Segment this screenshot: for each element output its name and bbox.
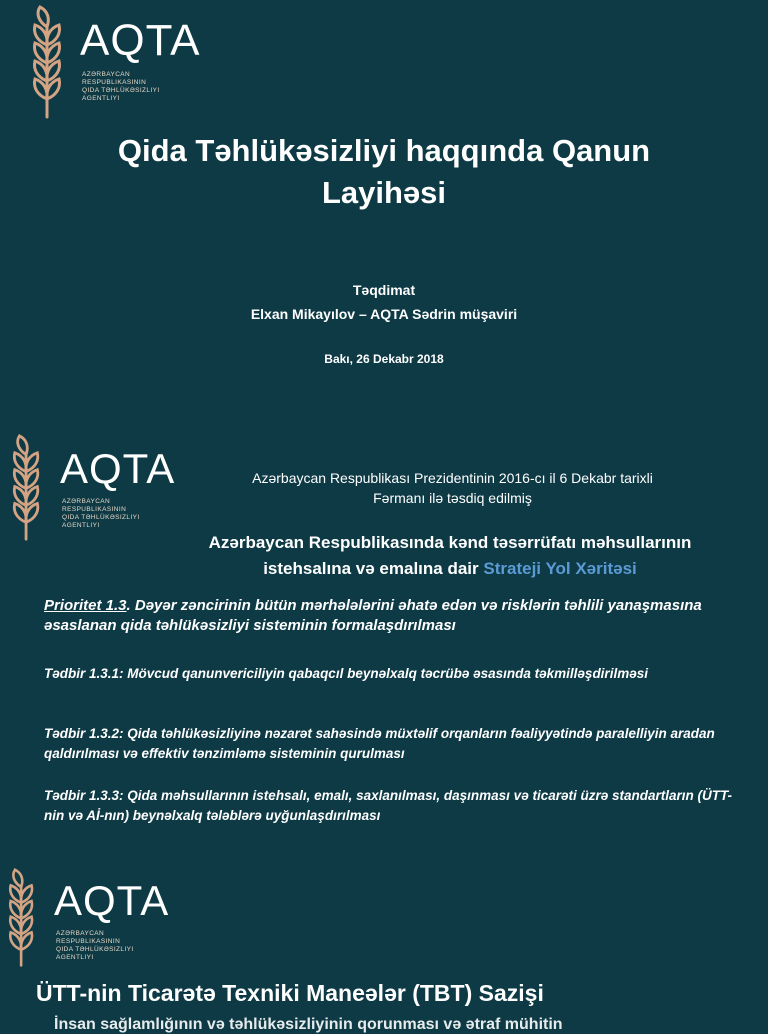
logo-subtitle bbox=[82, 71, 160, 103]
measure-item: Tədbir 1.3.1: Mövcud qanunvericiliyin qabaqcıl beynəlxalq təcrübə əsasında təkmilləşdirilməsi bbox=[44, 666, 648, 681]
strategy-line: Azərbaycan Respublikasında kənd təsərrüfatı məhsullarının bbox=[208, 533, 692, 552]
logo-sub-line: QIDA TƏHLÜKƏSIZLIYI bbox=[82, 87, 160, 94]
measure-item: Tədbir 1.3.2: Qida təhlükəsizliyinə nəzarət sahəsində müxtəlif orqanların fəaliyyətində paralelliyin aradan qaldırılması və effektiv tənzimləmə sisteminin qurulması bbox=[44, 726, 715, 761]
tbt-title: ÜTT-nin Ticarətə Texniki Maneələr (TBT) Sazişi bbox=[36, 980, 544, 1006]
strategy-line bbox=[160, 556, 740, 582]
wheat-icon bbox=[4, 868, 40, 968]
logo-subtitle bbox=[62, 498, 140, 530]
logo-subtitle bbox=[56, 930, 134, 962]
logo-sub-line: AZƏRBAYCAN bbox=[56, 930, 105, 937]
slide-title bbox=[0, 0, 768, 420]
logo-brand: AQTA bbox=[60, 445, 176, 492]
presentation-label: Təqdimat bbox=[352, 282, 416, 298]
author-line: Elxan Mikayılov – AQTA Sədrin müşaviri bbox=[250, 306, 518, 322]
wheat-icon bbox=[28, 5, 68, 120]
slide-title-heading bbox=[0, 130, 768, 214]
priority-text: . Dəyər zəncirinin bütün mərhələlərini əhatə edən və risklərin təhlili yanaşmasına əsaslanan qida təhlükəsizliyi sisteminin formalaşdırılması bbox=[44, 597, 702, 634]
logo-sub-line: QIDA TƏHLÜKƏSIZLIYI bbox=[62, 514, 140, 521]
slide-tbt bbox=[0, 850, 768, 1033]
tbt-partial-text: İnsan sağlamlığının və təhlükəsizliyinin qorunması və ətraf mühitin bbox=[54, 1016, 563, 1033]
logo-sub-line: AZƏRBAYCAN bbox=[62, 498, 111, 505]
decree-text bbox=[200, 468, 705, 508]
logo-sub-line: RESPUBLIKASININ bbox=[56, 938, 121, 945]
logo-sub-line: RESPUBLIKASININ bbox=[82, 79, 147, 86]
slide-strategy bbox=[0, 420, 768, 850]
decree-line: Azərbaycan Respublikası Prezidentinin 2016-cı il 6 Dekabr tarixli bbox=[252, 470, 653, 486]
wheat-icon bbox=[8, 434, 46, 542]
priority-paragraph bbox=[44, 596, 734, 636]
logo-sub-line: AGENTLIYI bbox=[82, 95, 120, 102]
aqta-logo bbox=[4, 868, 174, 968]
logo-sub-line: AZƏRBAYCAN bbox=[82, 71, 131, 78]
strategy-highlight: Strateji Yol Xəritəsi bbox=[483, 559, 637, 578]
title-line: Layihəsi bbox=[321, 175, 447, 210]
priority-label: Prioritet 1.3 bbox=[44, 597, 127, 614]
logo-brand: AQTA bbox=[54, 877, 170, 924]
strategy-heading bbox=[160, 530, 740, 582]
logo-sub-line: AGENTLIYI bbox=[62, 522, 100, 529]
logo-sub-line: AGENTLIYI bbox=[56, 954, 94, 961]
logo-sub-line: RESPUBLIKASININ bbox=[62, 506, 127, 513]
logo-sub-line: QIDA TƏHLÜKƏSIZLIYI bbox=[56, 946, 134, 953]
logo-brand: AQTA bbox=[80, 16, 201, 65]
date-line: Bakı, 26 Dekabr 2018 bbox=[324, 352, 444, 366]
aqta-logo bbox=[28, 5, 201, 120]
measure-item: Tədbir 1.3.3: Qida məhsullarının istehsalı, emalı, saxlanılması, daşınması və ticarəti üzrə standartların (ÜTT-nin və Aİ-nın) beynəlxalq tələblərə uyğunlaşdırılması bbox=[44, 788, 732, 823]
aqta-logo bbox=[8, 434, 178, 544]
strategy-line-text: istehsalına və emalına dair bbox=[263, 559, 479, 578]
title-line: Qida Təhlükəsizliyi haqqında Qanun bbox=[117, 133, 651, 168]
decree-line: Fərmanı ilə təsdiq edilmiş bbox=[373, 490, 532, 506]
